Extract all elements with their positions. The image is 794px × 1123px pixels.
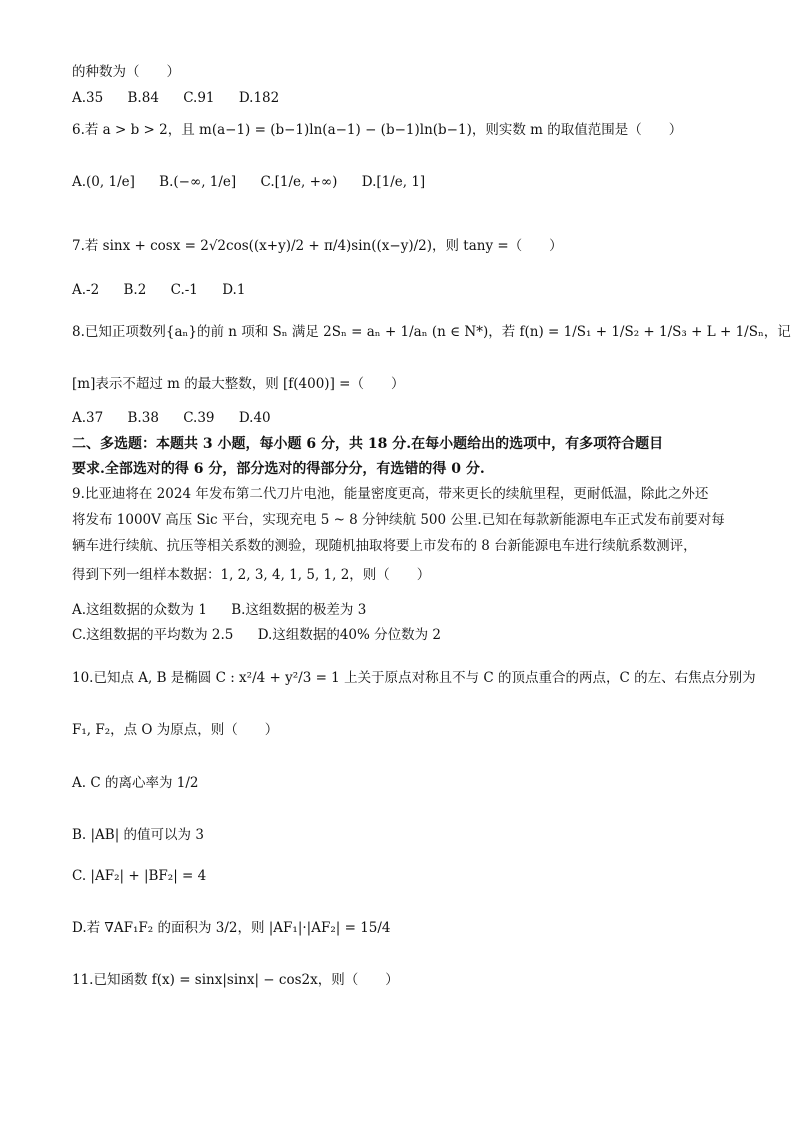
q10-option-b: B. |AB| 的值可以为 3	[72, 827, 204, 843]
q9-stem-line4: 得到下列一组样本数据：1, 2, 3, 4, 1, 5, 1, 2，则（ ）	[72, 567, 431, 583]
q5-options	[72, 88, 299, 108]
q9-option-b: B.这组数据的极差为 3	[231, 602, 367, 618]
section2-heading-line2: 要求.全部选对的得 6 分，部分选对的得部分分，有选错的得 0 分.	[72, 461, 485, 477]
q6-stem: 6.若 a > b > 2，且 m(a−1) = (b−1)ln(a−1) − (b−1)ln(b−1)，则实数 m 的取值范围是（ ）	[72, 122, 683, 138]
section2-heading-line1: 二、多选题：本题共 3 小题，每小题 6 分，共 18 分.在每小题给出的选项中，有多项符合题目	[72, 436, 664, 452]
q11-stem: 11.已知函数 f(x) = sinx|sinx| − cos2x，则（ ）	[72, 972, 399, 988]
q10-option-c: C. |AF₂| + |BF₂| = 4	[72, 868, 207, 884]
q5-option-c: C.91	[183, 90, 215, 106]
q6-option-a: A.(0, 1/e]	[72, 174, 135, 190]
q7-option-b: B.2	[123, 282, 147, 298]
q8-option-c: C.39	[183, 410, 215, 426]
q6-option-b: B.(−∞, 1/e]	[159, 174, 237, 190]
q7-option-c: C.-1	[170, 282, 198, 298]
q9-option-c: C.这组数据的平均数为 2.5	[72, 627, 234, 643]
q5-option-d: D.182	[238, 90, 280, 106]
q10-stem-line2: F₁, F₂，点 O 为原点，则（ ）	[72, 722, 279, 738]
q5-stem-tail: 的种数为（ ）	[72, 64, 180, 80]
q7-option-d: D.1	[222, 282, 246, 298]
q8-option-a: A.37	[72, 410, 104, 426]
q9-option-d: D.这组数据的40% 分位数为 2	[257, 627, 442, 643]
q8-options	[72, 408, 291, 428]
q8-option-d: D.40	[238, 410, 271, 426]
q6-options	[72, 172, 445, 192]
q9-options-row1	[72, 600, 386, 620]
q9-stem-line2: 将发布 1000V 高压 Sic 平台，实现充电 5 ~ 8 分钟续航 500 公里.已知在每款新能源电车正式发布前要对每	[72, 512, 725, 528]
q8-stem-line2: [m]表示不超过 m 的最大整数，则 [f(400)] =（ ）	[72, 376, 405, 392]
q10-option-a: A. C 的离心率为 1/2	[72, 775, 199, 791]
q7-option-a: A.-2	[72, 282, 100, 298]
q6-option-c: C.[1/e, +∞)	[260, 174, 338, 190]
q5-option-b: B.84	[127, 90, 159, 106]
q7-stem: 7.若 sinx + cosx = 2√2cos((x+y)/2 + π/4)sin((x−y)/2)，则 tany =（ ）	[72, 238, 563, 254]
q10-stem-line1: 10.已知点 A, B 是椭圆 C : x²/4 + y²/3 = 1 上关于原点对称且不与 C 的顶点重合的两点，C 的左、右焦点分别为	[72, 670, 756, 686]
q9-stem-line3: 辆车进行续航、抗压等相关系数的测验，现随机抽取将要上市发布的 8 台新能源电车进行续航系数测评，	[72, 538, 697, 554]
q8-stem-line1: 8.已知正项数列{aₙ}的前 n 项和 Sₙ 满足 2Sₙ = aₙ + 1/aₙ (n ∈ N*)，若 f(n) = 1/S₁ + 1/S₂ + 1/S₃ + L + 1/Sₙ，记	[72, 324, 791, 340]
q5-option-a: A.35	[72, 90, 104, 106]
q9-option-a: A.这组数据的众数为 1	[72, 602, 207, 618]
q9-options-row2	[72, 625, 461, 645]
q9-stem-line1: 9.比亚迪将在 2024 年发布第二代刀片电池，能量密度更高，带来更长的续航里程，更耐低温，除此之外还	[72, 486, 709, 502]
q7-options	[72, 280, 265, 300]
q6-option-d: D.[1/e, 1]	[361, 174, 426, 190]
q10-option-d: D.若 ∇AF₁F₂ 的面积为 3/2，则 |AF₁|·|AF₂| = 15/4	[72, 920, 391, 936]
q8-option-b: B.38	[127, 410, 159, 426]
